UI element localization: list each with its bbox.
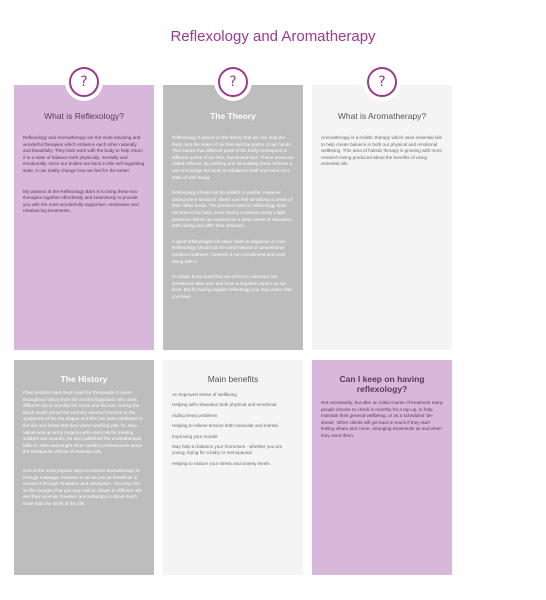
card-title: Can I keep on having reflexology? [339, 374, 425, 394]
card-keep-having-reflexology [312, 360, 452, 575]
list-item: Helping to reduce your stress and anxiety levels [172, 460, 270, 466]
card-title: Main benefits [207, 374, 259, 384]
card-what-is-aromatherapy [312, 85, 452, 350]
card-paragraph: Reflexology is based on the theory that we can map the body onto the soles of our feet and the palms of our hands. This means that different parts of the body correspond to different points of our feet, hands and face. These areas are called reflexes. By working and stimulating these reflexes it can encourage the body to rebalance itself and return to a state of well-being. [172, 135, 294, 180]
card-paragraph: One of the most popular ways to receive aromatherapy is through massage, however it can be just as beneficial to receive it through inhalation and absorption. You may find as life changes that you may well be drawn to different oils and their aromas, however aromatherapy is about much more than the smell of the oils. [23, 467, 142, 506]
card-title: What is Aromatherapy? [337, 111, 427, 121]
page-title: Reflexology and Aromatherapy [170, 28, 376, 45]
list-item: Improving your moods [172, 433, 218, 439]
card-paragraph: Reflexology should not be ticklish or painful. However during some sessions clients can feel sensitivity in areas of their reflex areas. The pressure used in reflexology does not have to be hard, even having a session using a light pressure clients can experience a deep sense of relaxation both during and after their sessions. [172, 190, 293, 229]
card-title: The History [60, 374, 108, 384]
card-paragraph: Aromatherapy is a holistic therapy which uses essential oils to help create balance in both our physical and emotional wellbeing. This area of holistic therapy is growing with more research being produced about the benefits of using essential oils. [321, 135, 442, 167]
card-paragraph: In todays busy world that we all live in, stresses can sometimes take over and have a negative impact on our lives. But by having regular reflexology you may notice that you have [172, 274, 292, 299]
benefits-list [172, 392, 294, 467]
card-the-history [14, 360, 154, 575]
question-icon: ? [367, 67, 397, 97]
card-paragraph: Not necessarily, but after an initial course of treatment many people choose to check in monthly for a top-up, to help maintain their general wellbeing, or as a scheduled 'de-stress'. Other clients will get back in touch if they start feeling wham and come, arranging treatments as and when they need them. [321, 400, 443, 438]
card-main-benefits [163, 360, 303, 575]
card-paragraph: Plant extracts have been used for thousands of years throughout history from the ancient Egyptians who used different oils to worship the moon and the sun. During the Black Death period the Herbery seemed immune to the symptoms of the the plague and this has been attributed to the oils and herbs that they where working with. Dr Jean Valnet was an army surgeon who used oils for treating soldiers war wounds, he also published the aromatherapie bible in 1964 and taught other medical professionals about the therapeutic effects of essential oils. [23, 390, 143, 455]
card-paragraph: A good reflexologist will never claim to diagnose or cure. Reflexology should not be used instead of conventional medical treatment, however it can compliment and work along side it. [172, 238, 287, 264]
card-paragraph: My passion at the Reflexology Barn is to bring these two therapies together effortlessly and seamlessly to provide you with the most wonderfully supportive, restorative and rebalancing treatments. [23, 188, 139, 214]
question-icon: ? [69, 67, 99, 97]
card-what-is-reflexology [14, 85, 154, 350]
list-item: Helping with relaxation both physical and emotional [172, 402, 277, 408]
question-icon: ? [218, 67, 248, 97]
card-the-theory [163, 85, 303, 350]
list-item: May help to balance your hormones - whether you are young, trying for a baby or menopausal [172, 444, 283, 456]
list-item: An improved sense of wellbeing [172, 392, 237, 397]
card-paragraph: Reflexology and Aromatherapy are the most amazing and wonderful therapies which enhance each other naturally and beautifully. They both work with the body to help return it to a state of balance both physically, mentally and emotionally. Once our bodies are back in this self regulating state, it can totally change how we feel for the better. [23, 135, 145, 173]
list-item: Aiding sleep problems [172, 412, 218, 418]
card-title: The Theory [210, 111, 256, 121]
list-item: Helping to relieve tension both muscular and mental [172, 423, 278, 429]
card-title: What is Reflexology? [44, 111, 124, 121]
